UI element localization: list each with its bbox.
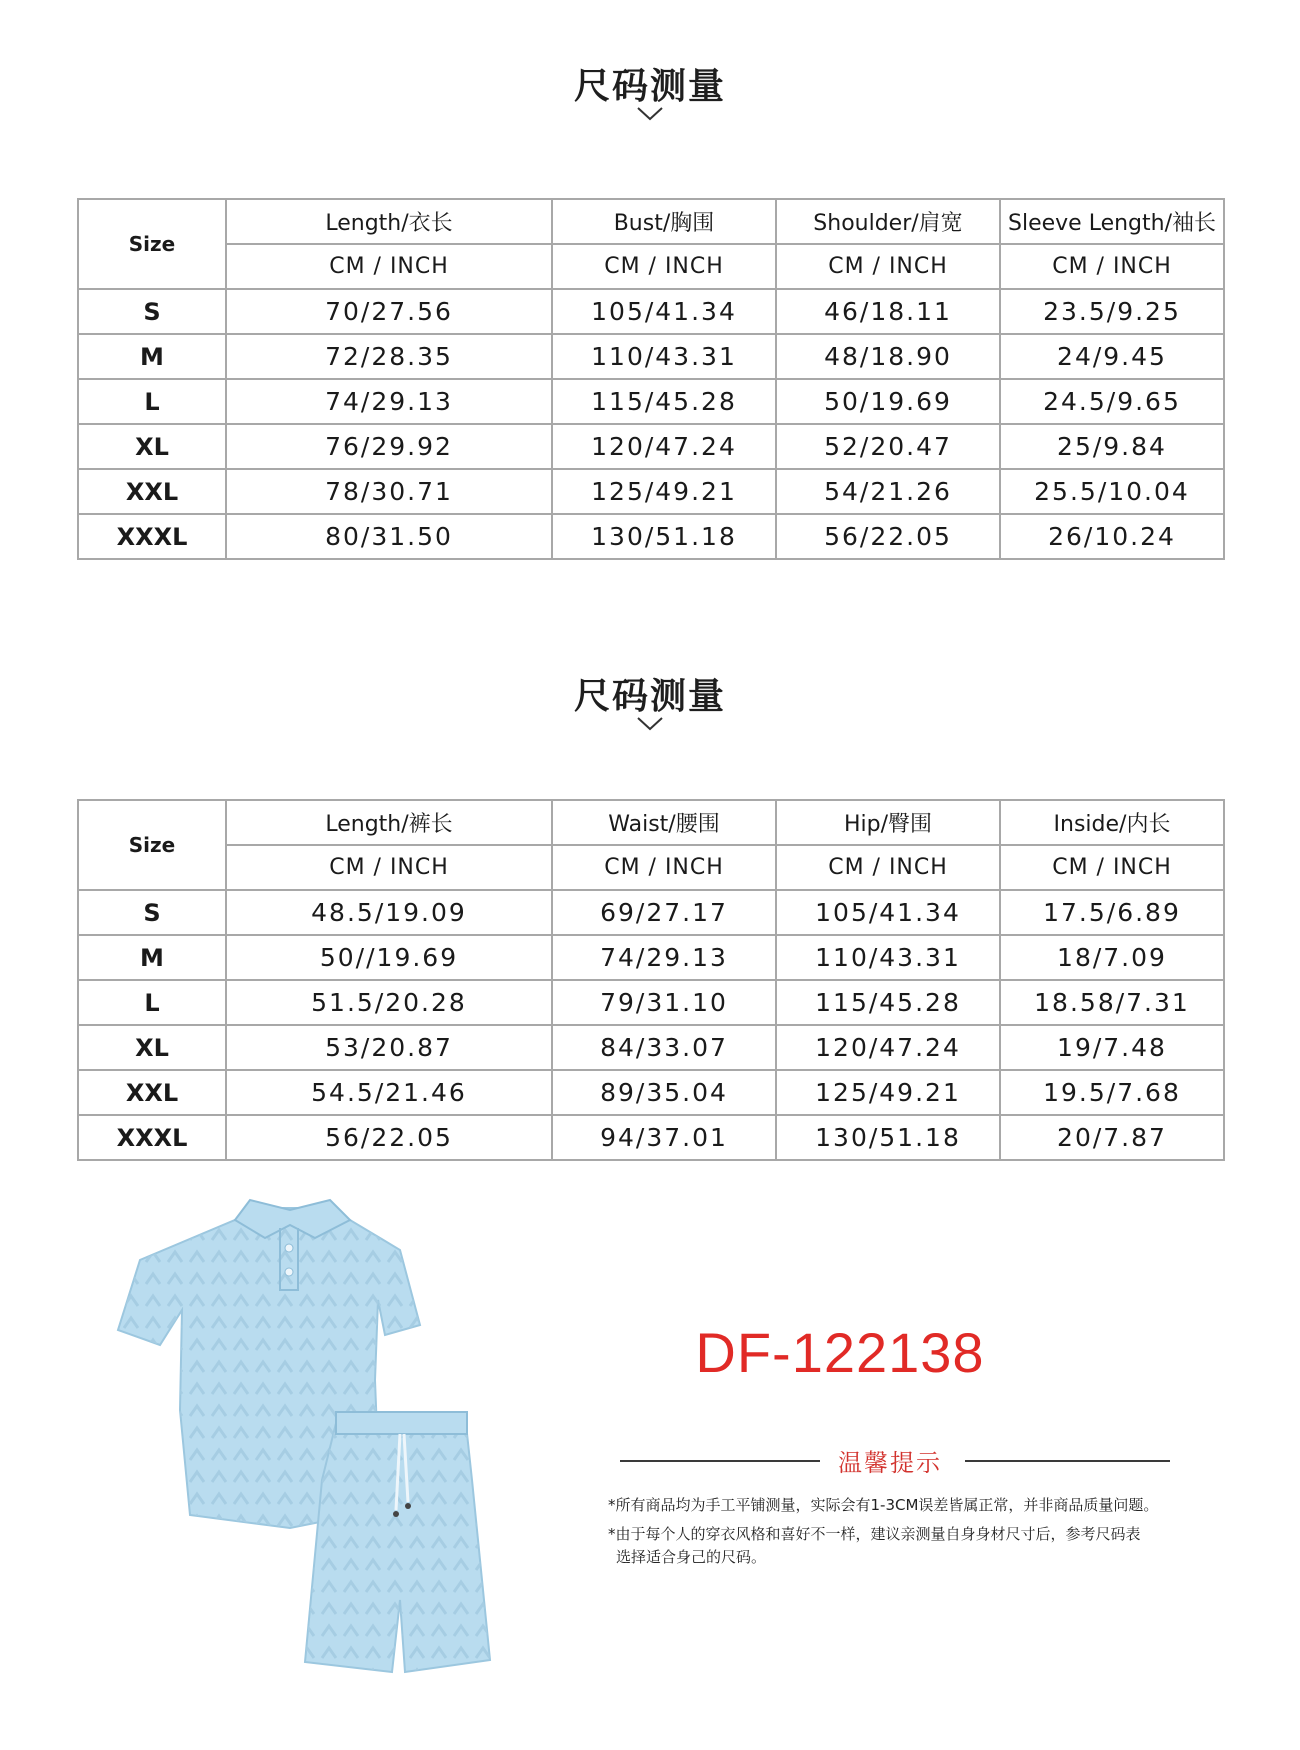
- table-cell: 23.5/9.25: [1000, 289, 1224, 334]
- table-cell: 54/21.26: [776, 469, 1000, 514]
- model-code: DF-122138: [695, 1321, 985, 1384]
- table-cell: 78/30.71: [226, 469, 552, 514]
- table-cell: 115/45.28: [552, 379, 776, 424]
- table-cell: 84/33.07: [552, 1025, 776, 1070]
- table-cell: 115/45.28: [776, 980, 1000, 1025]
- table-cell: 19/7.48: [1000, 1025, 1224, 1070]
- table-cell: 54.5/21.46: [226, 1070, 552, 1115]
- table-row: [78, 334, 1224, 379]
- tips-title: 温馨提示: [838, 1449, 942, 1477]
- unit-header: CM / INCH: [552, 845, 776, 890]
- table-cell: 125/49.21: [552, 469, 776, 514]
- size-label: S: [78, 289, 226, 334]
- table-cell: 80/31.50: [226, 514, 552, 559]
- table-cell: 25/9.84: [1000, 424, 1224, 469]
- product-image: [100, 1180, 510, 1700]
- table-cell: 130/51.18: [552, 514, 776, 559]
- divider-left: [620, 1460, 820, 1462]
- table-row: [78, 935, 1224, 980]
- table-cell: 72/28.35: [226, 334, 552, 379]
- unit-header: CM / INCH: [1000, 244, 1224, 289]
- table-cell: 17.5/6.89: [1000, 890, 1224, 935]
- tip-line-1: *所有商品均为手工平铺测量，实际会有1-3CM误差皆属正常，并非商品质量问题。: [608, 1496, 1159, 1514]
- unit-header: CM / INCH: [1000, 845, 1224, 890]
- size-label: XXL: [78, 469, 226, 514]
- column-header: Inside/内长: [1000, 800, 1224, 845]
- table-cell: 48/18.90: [776, 334, 1000, 379]
- table-row: [78, 289, 1224, 334]
- table-cell: 110/43.31: [552, 334, 776, 379]
- table-cell: 24/9.45: [1000, 334, 1224, 379]
- size-label: L: [78, 379, 226, 424]
- table-row: [78, 1115, 1224, 1160]
- table-header-row: [78, 199, 1224, 244]
- table-cell: 18/7.09: [1000, 935, 1224, 980]
- column-header: Sleeve Length/袖长: [1000, 199, 1224, 244]
- size-label: XL: [78, 1025, 226, 1070]
- table-cell: 94/37.01: [552, 1115, 776, 1160]
- size-label: XXL: [78, 1070, 226, 1115]
- table-cell: 18.58/7.31: [1000, 980, 1224, 1025]
- unit-header-row: [78, 845, 1224, 890]
- table-cell: 25.5/10.04: [1000, 469, 1224, 514]
- table-cell: 89/35.04: [552, 1070, 776, 1115]
- table-cell: 70/27.56: [226, 289, 552, 334]
- column-header: Bust/胸围: [552, 199, 776, 244]
- size-label: L: [78, 980, 226, 1025]
- table-cell: 56/22.05: [776, 514, 1000, 559]
- table-cell: 48.5/19.09: [226, 890, 552, 935]
- unit-header: CM / INCH: [226, 244, 552, 289]
- size-label: XXXL: [78, 1115, 226, 1160]
- table-cell: 51.5/20.28: [226, 980, 552, 1025]
- table-cell: 105/41.34: [776, 890, 1000, 935]
- table-row: [78, 890, 1224, 935]
- table-cell: 69/27.17: [552, 890, 776, 935]
- bottom-section-title: 尺码测量: [573, 676, 726, 717]
- table-header-row: [78, 800, 1224, 845]
- table-cell: 19.5/7.68: [1000, 1070, 1224, 1115]
- table-cell: 110/43.31: [776, 935, 1000, 980]
- column-header: Waist/腰围: [552, 800, 776, 845]
- table-cell: 20/7.87: [1000, 1115, 1224, 1160]
- size-header: Size: [78, 199, 226, 289]
- table-cell: 50//19.69: [226, 935, 552, 980]
- table-row: [78, 1070, 1224, 1115]
- size-label: S: [78, 890, 226, 935]
- column-header: Shoulder/肩宽: [776, 199, 1000, 244]
- table-row: [78, 514, 1224, 559]
- table-cell: 52/20.47: [776, 424, 1000, 469]
- table-cell: 79/31.10: [552, 980, 776, 1025]
- size-label: XL: [78, 424, 226, 469]
- column-header: Length/裤长: [226, 800, 552, 845]
- polo-shorts-set-illustration: [100, 1180, 510, 1700]
- size-label: M: [78, 334, 226, 379]
- table-cell: 24.5/9.65: [1000, 379, 1224, 424]
- table-row: [78, 379, 1224, 424]
- size-header: Size: [78, 800, 226, 890]
- tip-line-3: 选择适合身己的尺码。: [616, 1548, 767, 1566]
- size-label: XXXL: [78, 514, 226, 559]
- chevron-down-icon: [636, 716, 664, 732]
- top-section-title: 尺码测量: [573, 66, 726, 107]
- table-cell: 74/29.13: [552, 935, 776, 980]
- chevron-down-icon: [636, 106, 664, 122]
- column-header: Length/衣长: [226, 199, 552, 244]
- unit-header: CM / INCH: [226, 845, 552, 890]
- table-cell: 76/29.92: [226, 424, 552, 469]
- table-cell: 46/18.11: [776, 289, 1000, 334]
- table-cell: 125/49.21: [776, 1070, 1000, 1115]
- top-size-table: [77, 198, 1225, 560]
- unit-header: CM / INCH: [776, 845, 1000, 890]
- unit-header: CM / INCH: [552, 244, 776, 289]
- table-cell: 26/10.24: [1000, 514, 1224, 559]
- table-cell: 53/20.87: [226, 1025, 552, 1070]
- table-row: [78, 424, 1224, 469]
- tip-line-2: *由于每个人的穿衣风格和喜好不一样，建议亲测量自身身材尺寸后，参考尺码表: [608, 1525, 1141, 1543]
- size-label: M: [78, 935, 226, 980]
- column-header: Hip/臀围: [776, 800, 1000, 845]
- table-cell: 130/51.18: [776, 1115, 1000, 1160]
- table-cell: 105/41.34: [552, 289, 776, 334]
- table-cell: 50/19.69: [776, 379, 1000, 424]
- bottom-size-table: [77, 799, 1225, 1161]
- table-cell: 56/22.05: [226, 1115, 552, 1160]
- table-row: [78, 469, 1224, 514]
- table-cell: 74/29.13: [226, 379, 552, 424]
- table-row: [78, 980, 1224, 1025]
- divider-right: [965, 1460, 1170, 1462]
- unit-header-row: [78, 244, 1224, 289]
- table-row: [78, 1025, 1224, 1070]
- table-cell: 120/47.24: [552, 424, 776, 469]
- table-cell: 120/47.24: [776, 1025, 1000, 1070]
- unit-header: CM / INCH: [776, 244, 1000, 289]
